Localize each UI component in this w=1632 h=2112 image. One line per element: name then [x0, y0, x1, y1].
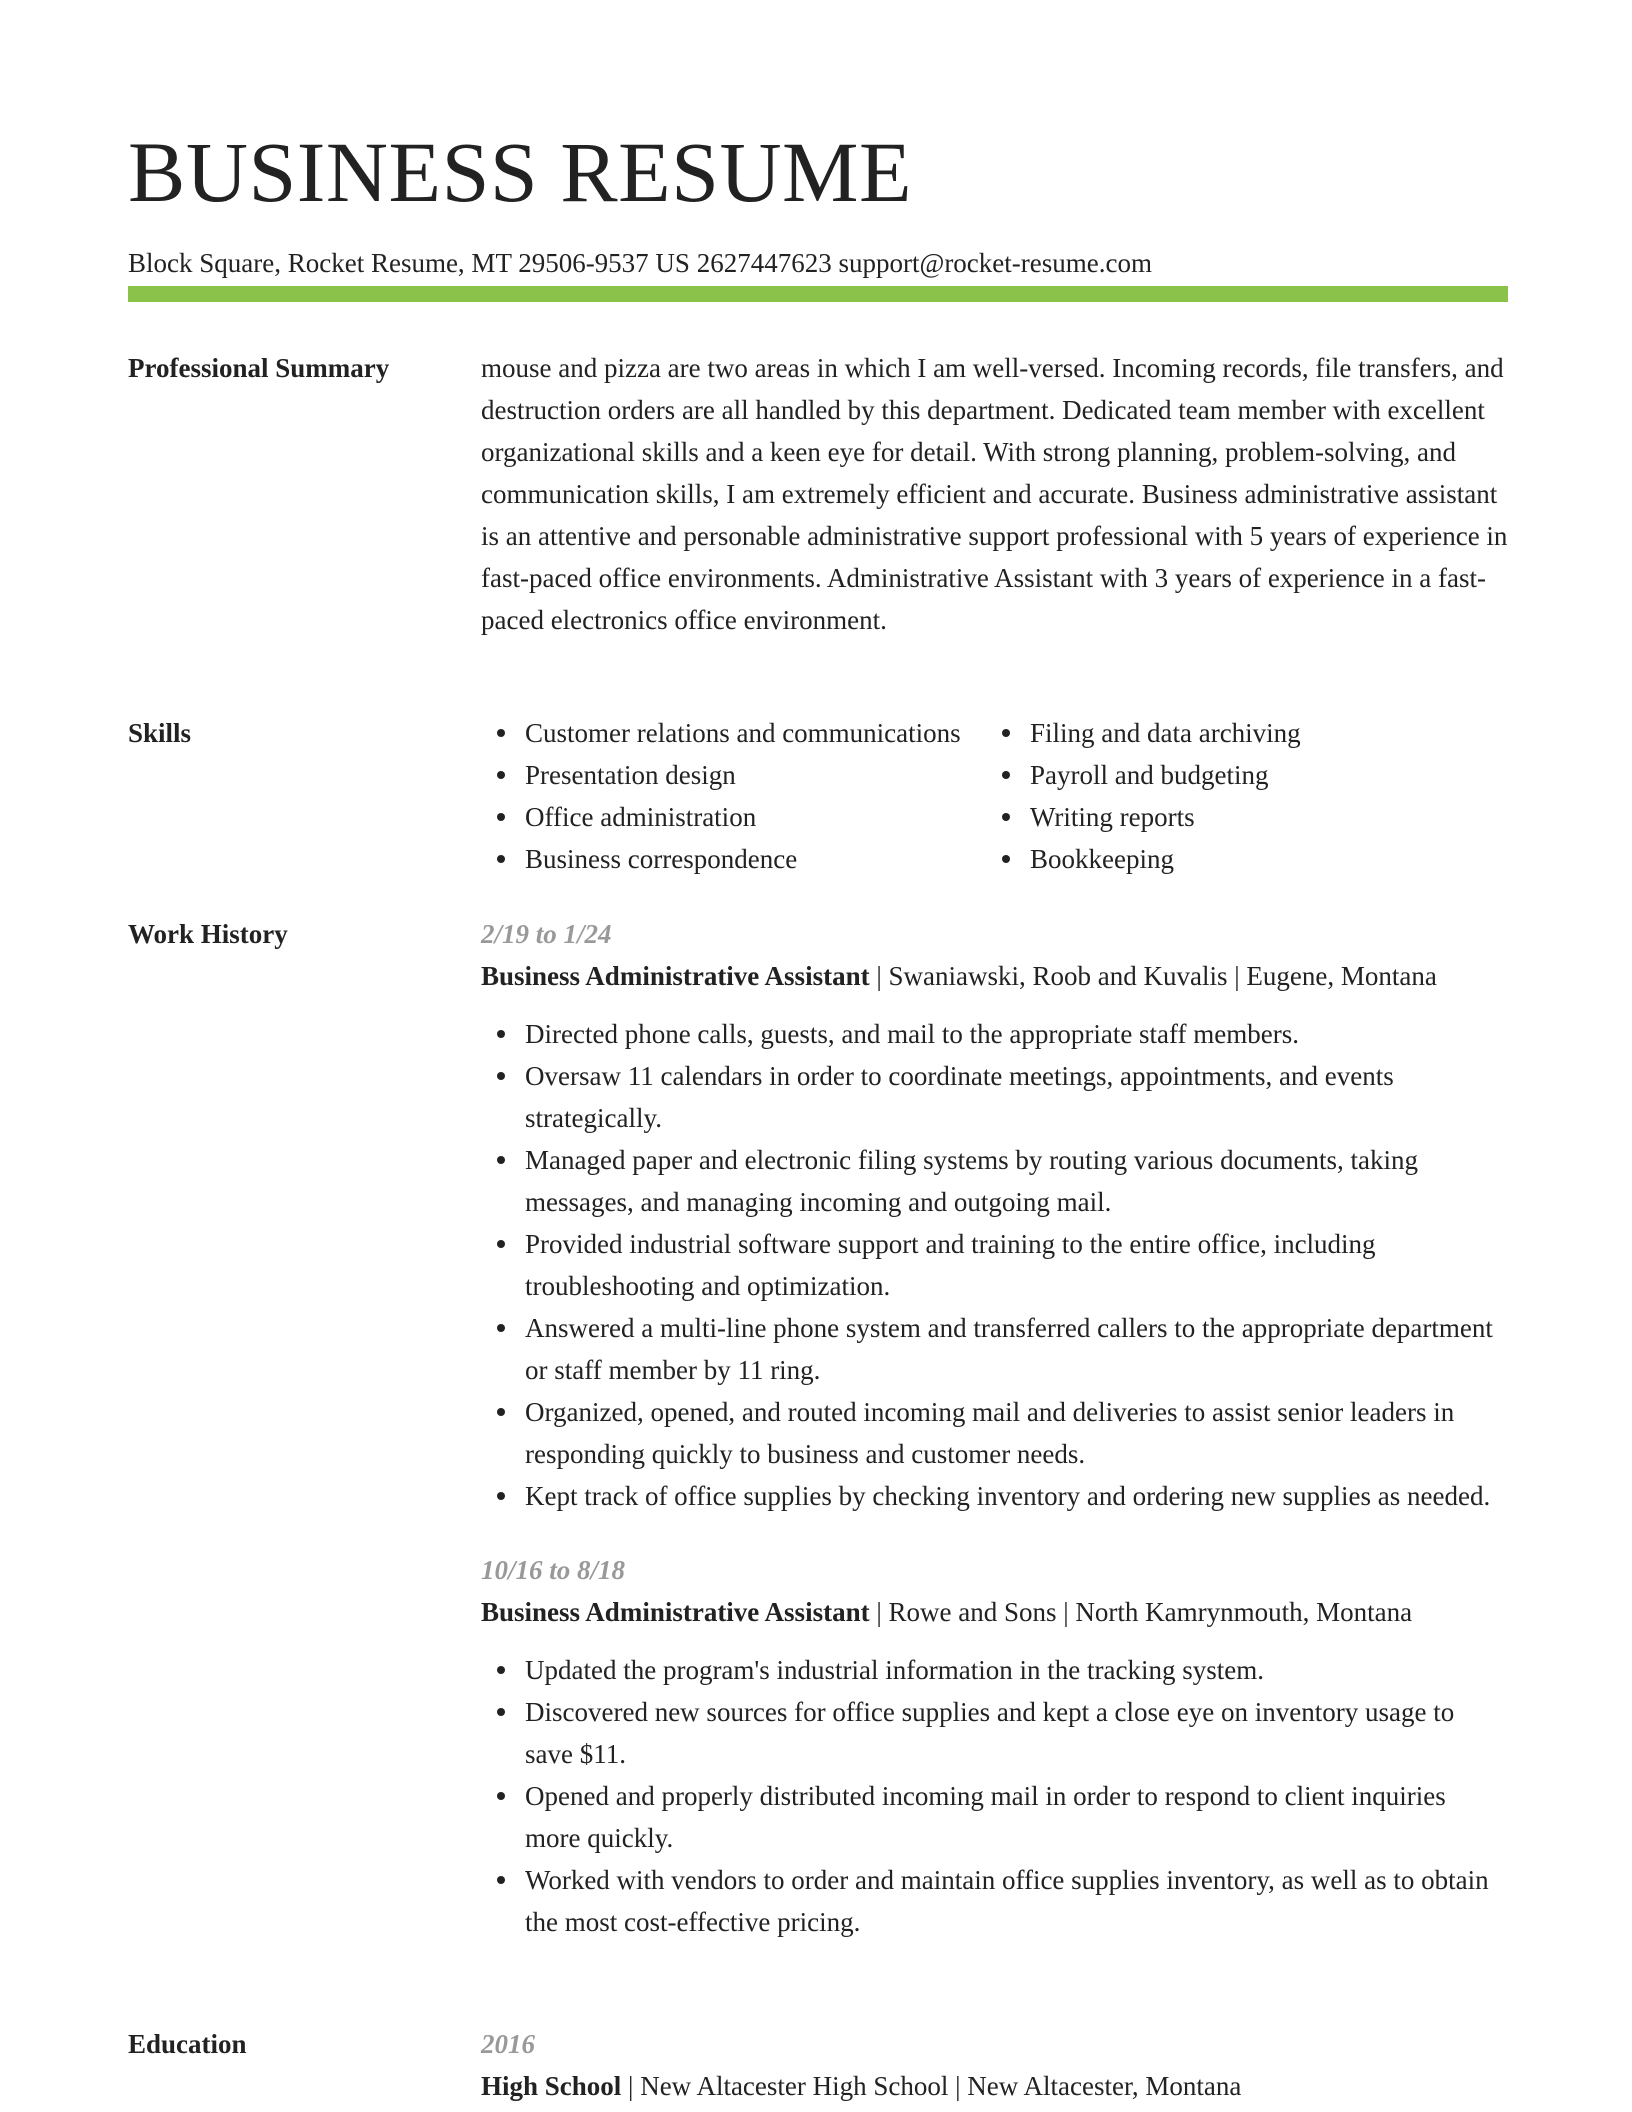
job-bullet: Worked with vendors to order and maintain office supplies inventory, as well as to obtain the most cost-effective pricing.	[481, 1859, 1508, 1943]
skill-item: Office administration	[481, 796, 986, 838]
job-title: Business Administrative Assistant	[481, 1597, 870, 1627]
contact-line: Block Square, Rocket Resume, MT 29506-9537 US 2627447623 support@rocket-resume.com	[128, 248, 1152, 278]
job-bullet: Kept track of office supplies by checking inventory and ordering new supplies as needed.	[481, 1475, 1508, 1517]
job-bullet: Updated the program's industrial information in the tracking system.	[481, 1649, 1508, 1691]
job-heading	[481, 1591, 1508, 1633]
skill-item: Filing and data archiving	[986, 712, 1486, 754]
job-bullet: Oversaw 11 calendars in order to coordinate meetings, appointments, and events strategically.	[481, 1055, 1508, 1139]
skills-list-left	[481, 712, 986, 880]
skills-label: Skills	[128, 718, 192, 748]
job-bullet: Opened and properly distributed incoming mail in order to respond to client inquiries more quickly.	[481, 1775, 1508, 1859]
skills-content	[481, 712, 1508, 880]
candidate-name: BUSINESS RESUME	[128, 124, 913, 220]
job-dates: 10/16 to 8/18	[481, 1555, 626, 1585]
job-bullet: Answered a multi-line phone system and transferred callers to the appropriate department or staff member by 11 ring.	[481, 1307, 1508, 1391]
job-bullet: Discovered new sources for office supplies and kept a close eye on inventory usage to save $11.	[481, 1691, 1508, 1775]
summary-text: mouse and pizza are two areas in which I am well-versed. Incoming records, file transfers, and destruction orders are all handled by this department. Dedicated team member with excellent organizational skills and a keen eye for detail. With strong planning, problem-solving, and communication skills, I am extremely efficient and accurate. Business administrative assistant is an attentive and personable administrative support professional with 5 years of experience in fast-paced office environments. Administrative Assistant with 3 years of experience in a fast-paced electronics office environment.	[481, 353, 1508, 635]
education-heading	[481, 2065, 1508, 2107]
job-details: | Rowe and Sons | North Kamrynmouth, Montana	[869, 1597, 1413, 1627]
summary-label: Professional Summary	[128, 353, 390, 383]
education-label: Education	[128, 2029, 247, 2059]
summary-content	[481, 347, 1508, 641]
education-content	[481, 2023, 1508, 2107]
skills-columns	[481, 712, 1508, 880]
skill-item: Payroll and budgeting	[986, 754, 1486, 796]
job-entry	[481, 913, 1508, 1517]
work-history-label: Work History	[128, 919, 288, 949]
skill-item: Bookkeeping	[986, 838, 1486, 880]
job-details: | Swaniawski, Roob and Kuvalis | Eugene, Montana	[869, 961, 1437, 991]
job-bullet: Provided industrial software support and training to the entire office, including troubleshooting and optimization.	[481, 1223, 1508, 1307]
job-bullet: Managed paper and electronic filing systems by routing various documents, taking messages, and managing incoming and outgoing mail.	[481, 1139, 1508, 1223]
job-title: Business Administrative Assistant	[481, 961, 870, 991]
job-dates: 2/19 to 1/24	[481, 919, 612, 949]
job-bullets	[481, 1013, 1508, 1517]
work-history-content	[481, 913, 1508, 1943]
skill-item: Presentation design	[481, 754, 986, 796]
resume-header	[128, 120, 1508, 280]
skills-list-right	[986, 712, 1486, 880]
job-bullet: Organized, opened, and routed incoming mail and deliveries to assist senior leaders in responding quickly to business and customer needs.	[481, 1391, 1508, 1475]
job-entry	[481, 1549, 1508, 1943]
job-bullets	[481, 1649, 1508, 1943]
education-details: | New Altacester High School | New Altacester, Montana	[621, 2071, 1242, 2101]
accent-divider	[128, 286, 1508, 302]
skill-item: Customer relations and communications	[481, 712, 986, 754]
job-heading	[481, 955, 1508, 997]
skill-item: Writing reports	[986, 796, 1486, 838]
education-year: 2016	[481, 2029, 535, 2059]
skill-item: Business correspondence	[481, 838, 986, 880]
job-bullet: Directed phone calls, guests, and mail to the appropriate staff members.	[481, 1013, 1508, 1055]
education-degree: High School	[481, 2071, 622, 2101]
